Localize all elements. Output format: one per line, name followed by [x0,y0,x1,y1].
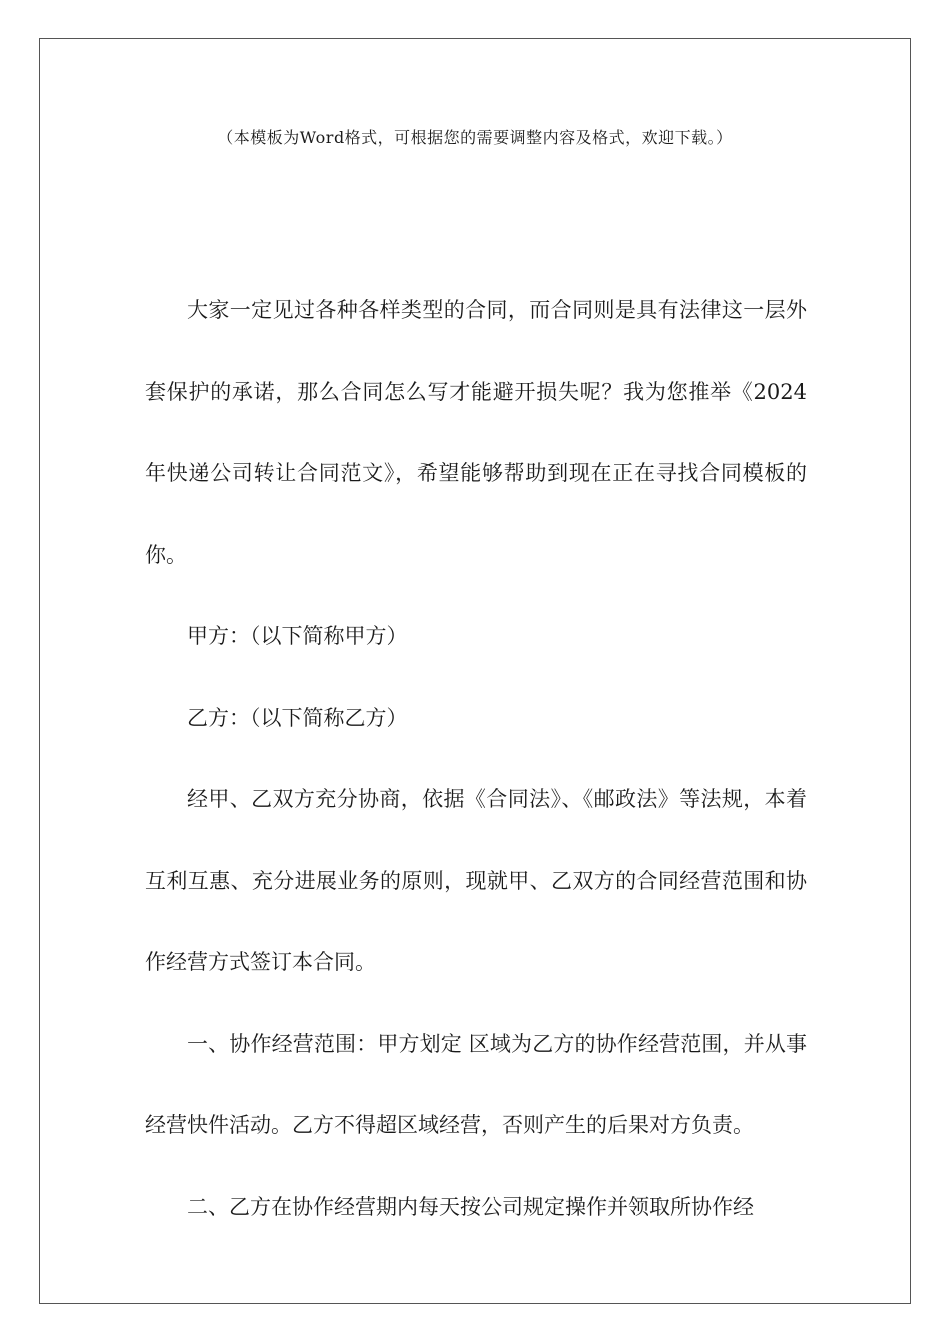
document-body [145,270,807,1248]
preamble-paragraph: 经甲、乙双方充分协商，依据《合同法》、《邮政法》等法规，本着互利互惠、充分进展业务的原则，现就甲、乙双方的合同经营范围和协作经营方式签订本合同。 [145,787,807,974]
party-a-line: 甲方：（以下简称甲方） [187,624,408,648]
clause-1-paragraph: 一、协作经营范围：甲方划定 区域为乙方的协作经营范围，并从事经营快件活动。乙方不得超区域经营，否则产生的后果对方负责。 [145,1031,807,1137]
intro-paragraph: 大家一定见过各种各样类型的合同，而合同则是具有法律这一层外套保护的承诺，那么合同怎么写才能避开损失呢？我为您推举《2024年快递公司转让合同范文》，希望能够帮助到现在正在寻找合同模板的你。 [145,298,807,567]
template-note: （本模板为Word格式，可根据您的需要调整内容及格式，欢迎下载。） [217,128,733,147]
party-b-line: 乙方：（以下简称乙方） [187,705,408,730]
clause-2-paragraph: 二、乙方在协作经营期内每天按公司规定操作并领取所协作经 [187,1194,754,1219]
